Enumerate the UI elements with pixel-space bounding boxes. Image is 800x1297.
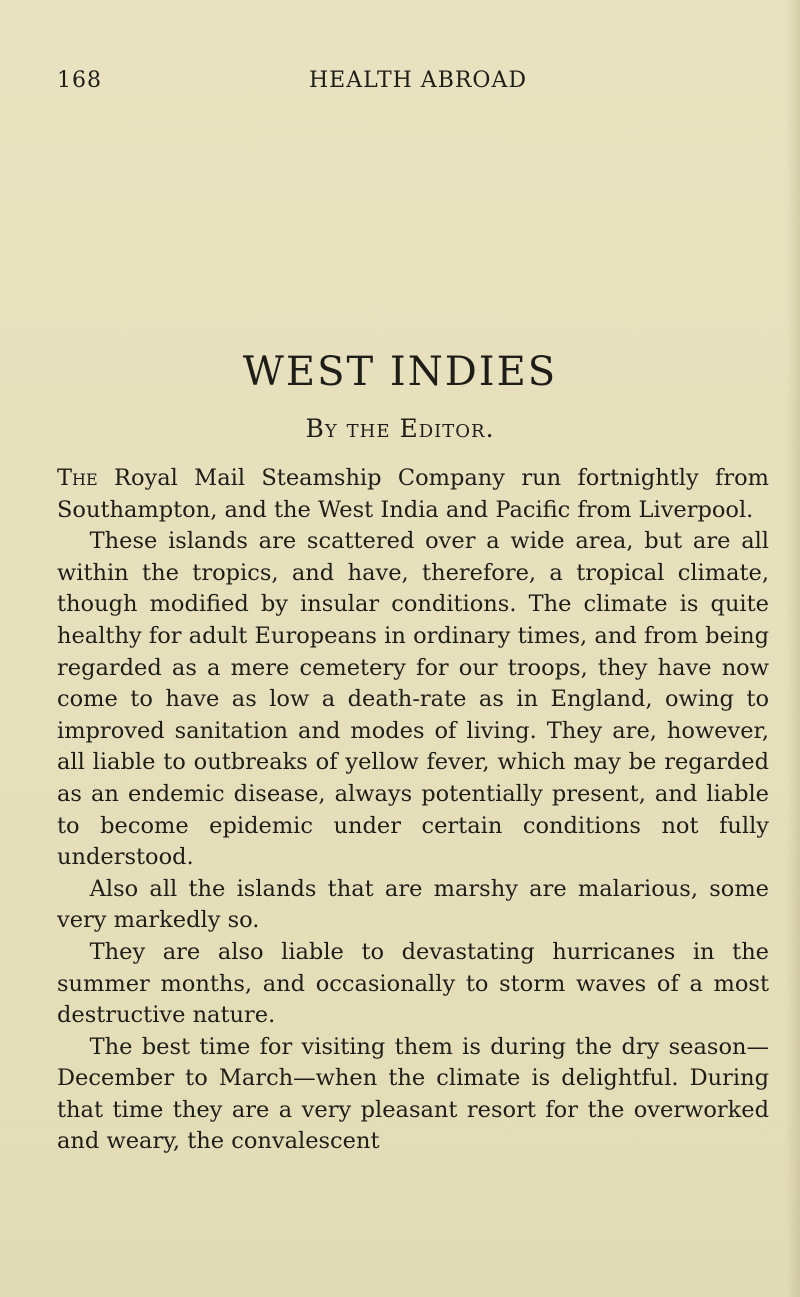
paragraph-3: Also all the islands that are marshy are malarious, some very markedly so. bbox=[57, 875, 769, 934]
paragraph-1 bbox=[57, 463, 769, 526]
page-edge-shadow bbox=[786, 0, 800, 1297]
paragraph-1-text: Royal Mail Steamship Company run fortnightly from Southampton, and the West India and Pacific from Liverpool. bbox=[57, 465, 769, 523]
article-title: WEST INDIES bbox=[242, 349, 558, 395]
paragraph-4: They are also liable to devastating hurricanes in the summer months, and occasionally to storm waves of a most destructive nature. bbox=[57, 938, 769, 1029]
opening-word: The bbox=[57, 465, 98, 491]
article-body bbox=[57, 463, 769, 1158]
running-title: HEALTH ABROAD bbox=[309, 68, 527, 93]
paragraph-5: The best time for visiting them is during the dry season—December to March—when the climate is delightful. During that time they are a very pleasant resort for the overworked and weary, the convalescent bbox=[57, 1033, 769, 1155]
running-head bbox=[57, 68, 751, 98]
article-byline: By the Editor. bbox=[305, 414, 495, 443]
paragraph-2: These islands are scattered over a wide area, but are all within the tropics, and have, therefore, a tropical climate, though modified by insular conditions. The climate is quite healthy for adult Europeans in ordinary times, and from being regarded as a mere cemetery for our troops, they have now come to have as low a death-rate as in England, owing to improved sanitation and modes of living. They are, however, all liable to outbreaks of yellow fever, which may be regarded as an endemic disease, always potentially present, and liable to become epidemic under certain conditions not fully understood. bbox=[57, 528, 769, 871]
page-number: 168 bbox=[57, 68, 102, 93]
